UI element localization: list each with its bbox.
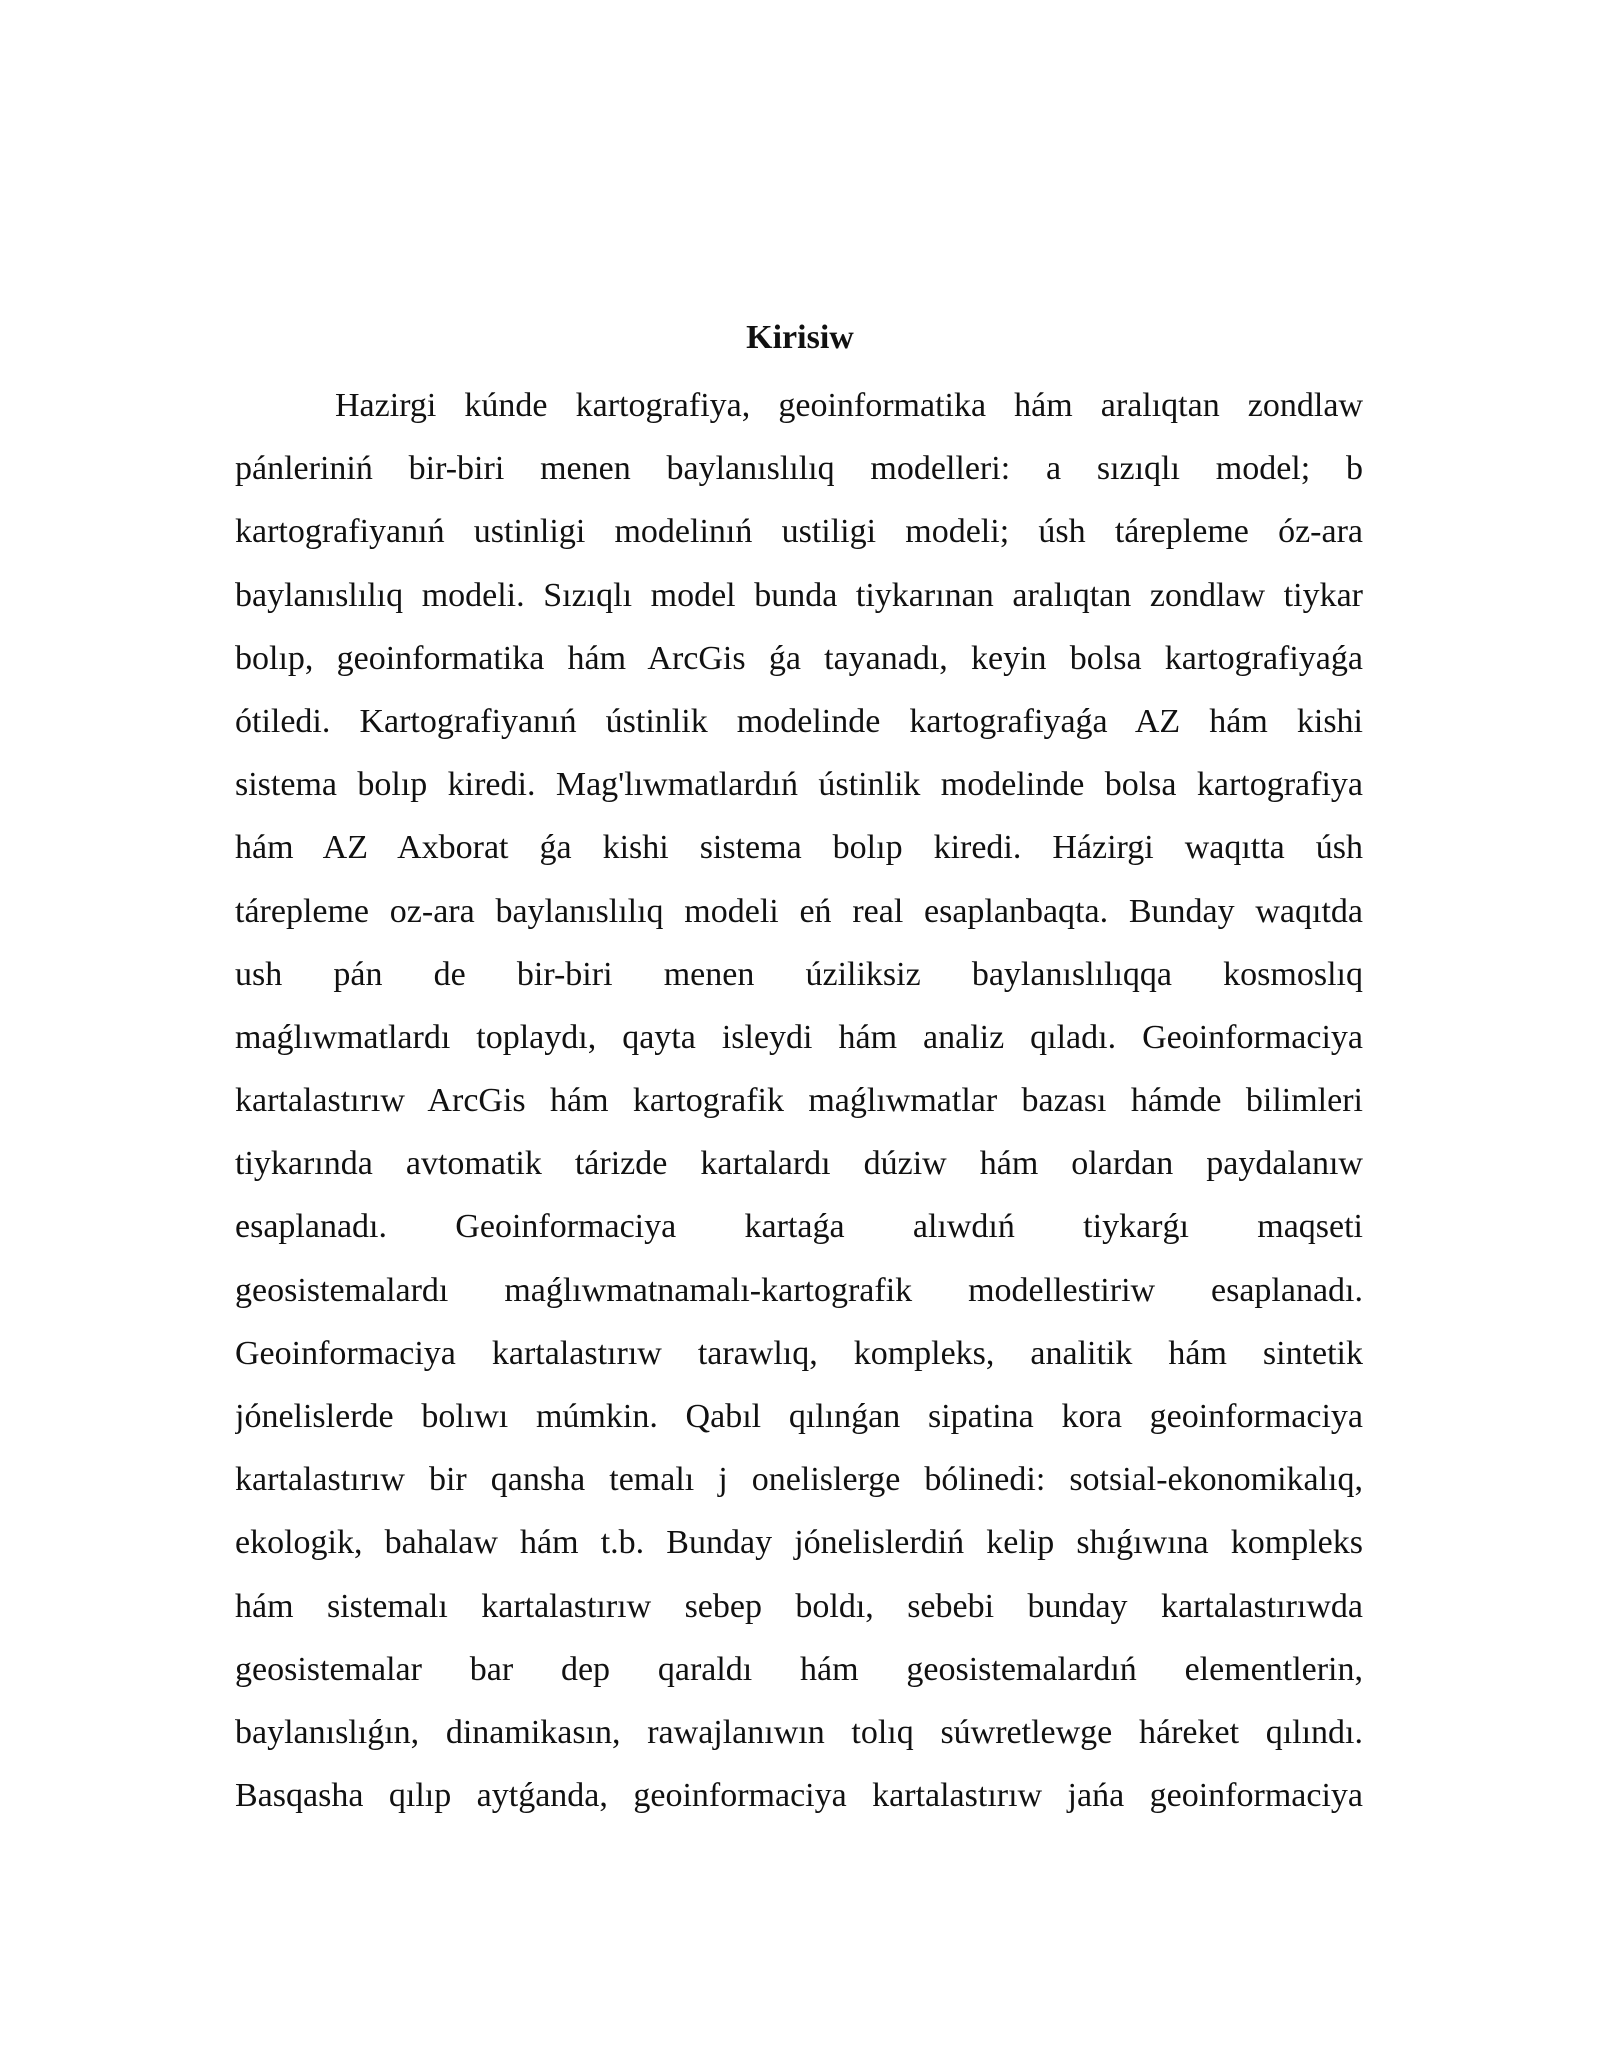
text-line: hám sistemalı kartalastırıw sebep boldı, sebebi bunday kartalastırıwda [235, 1587, 1363, 1625]
text-line: baylanıslılıq modeli. Sızıqlı model bunda tiykarınan aralıqtan zondlaw tiykar [235, 576, 1363, 614]
text-line: Geoinformaciya kartalastırıw tarawlıq, kompleks, analitik hám sintetik [235, 1334, 1363, 1372]
text-line: bolıp, geoinformatika hám ArcGis ǵa tayanadı, keyin bolsa kartografiyaǵa [235, 639, 1363, 677]
text-line: kartalastırıw ArcGis hám kartografik maǵlıwmatlar bazası hámde bilimleri [235, 1082, 1363, 1120]
text-line: baylanıslıǵın, dinamikasın, rawajlanıwın tolıq súwretlewge háreket qılındı. [235, 1713, 1363, 1751]
text-line: geosistemalardı maǵlıwmatnamalı-kartografik modellestiriw esaplanadı. [235, 1271, 1363, 1309]
text-line: esaplanadı. Geoinformaciya kartaǵa alıwdıń tiykarǵı maqseti [235, 1208, 1363, 1246]
body-paragraph [235, 374, 1363, 1827]
text-line: Hazirgi kúnde kartografiya, geoinformatika hám aralıqtan zondlaw [335, 387, 1363, 424]
text-line: hám AZ Axborat ǵa kishi sistema bolıp kiredi. Házirgi waqıtta úsh [235, 829, 1363, 867]
text-line: tárepleme oz-ara baylanıslılıq modeli eń real esaplanbaqta. Bunday waqıtda [235, 892, 1363, 930]
text-line: pánleriniń bir-biri menen baylanıslılıq modelleri: a sızıqlı model; b [235, 450, 1363, 488]
text-line: tiykarında avtomatik tárizde kartalardı dúziw hám olardan paydalanıw [235, 1145, 1363, 1183]
text-line: kartografiyanıń ustinligi modelinıń ustiligi modeli; úsh tárepleme óz-ara [235, 513, 1363, 551]
text-line: ush pán de bir-biri menen úziliksiz baylanıslılıqqa kosmoslıq [235, 955, 1363, 993]
text-line: sistema bolıp kiredi. Mag'lıwmatlardıń ústinlik modelinde bolsa kartografiya [235, 766, 1363, 804]
text-line: kartalastırıw bir qansha temalı j onelislerge bólinedi: sotsial-ekonomikalıq, [235, 1461, 1363, 1499]
page-title: Kirisiw [746, 319, 854, 356]
text-line: Basqasha qılıp aytǵanda, geoinformaciya kartalastırıw jańa geoinformaciya [235, 1777, 1363, 1815]
text-line: maǵlıwmatlardı toplaydı, qayta isleydi hám analiz qıladı. Geoinformaciya [235, 1018, 1363, 1056]
text-line: geosistemalar bar dep qaraldı hám geosistemalardıń elementlerin, [235, 1650, 1363, 1688]
text-line: jónelislerde bolıwı múmkin. Qabıl qılınǵan sipatina kora geoinformaciya [235, 1398, 1363, 1435]
text-line: ekologik, bahalaw hám t.b. Bunday jónelislerdiń kelip shıǵıwına kompleks [235, 1524, 1363, 1562]
text-line: ótiledi. Kartografiyanıń ústinlik modelinde kartografiyaǵa AZ hám kishi [235, 702, 1363, 740]
